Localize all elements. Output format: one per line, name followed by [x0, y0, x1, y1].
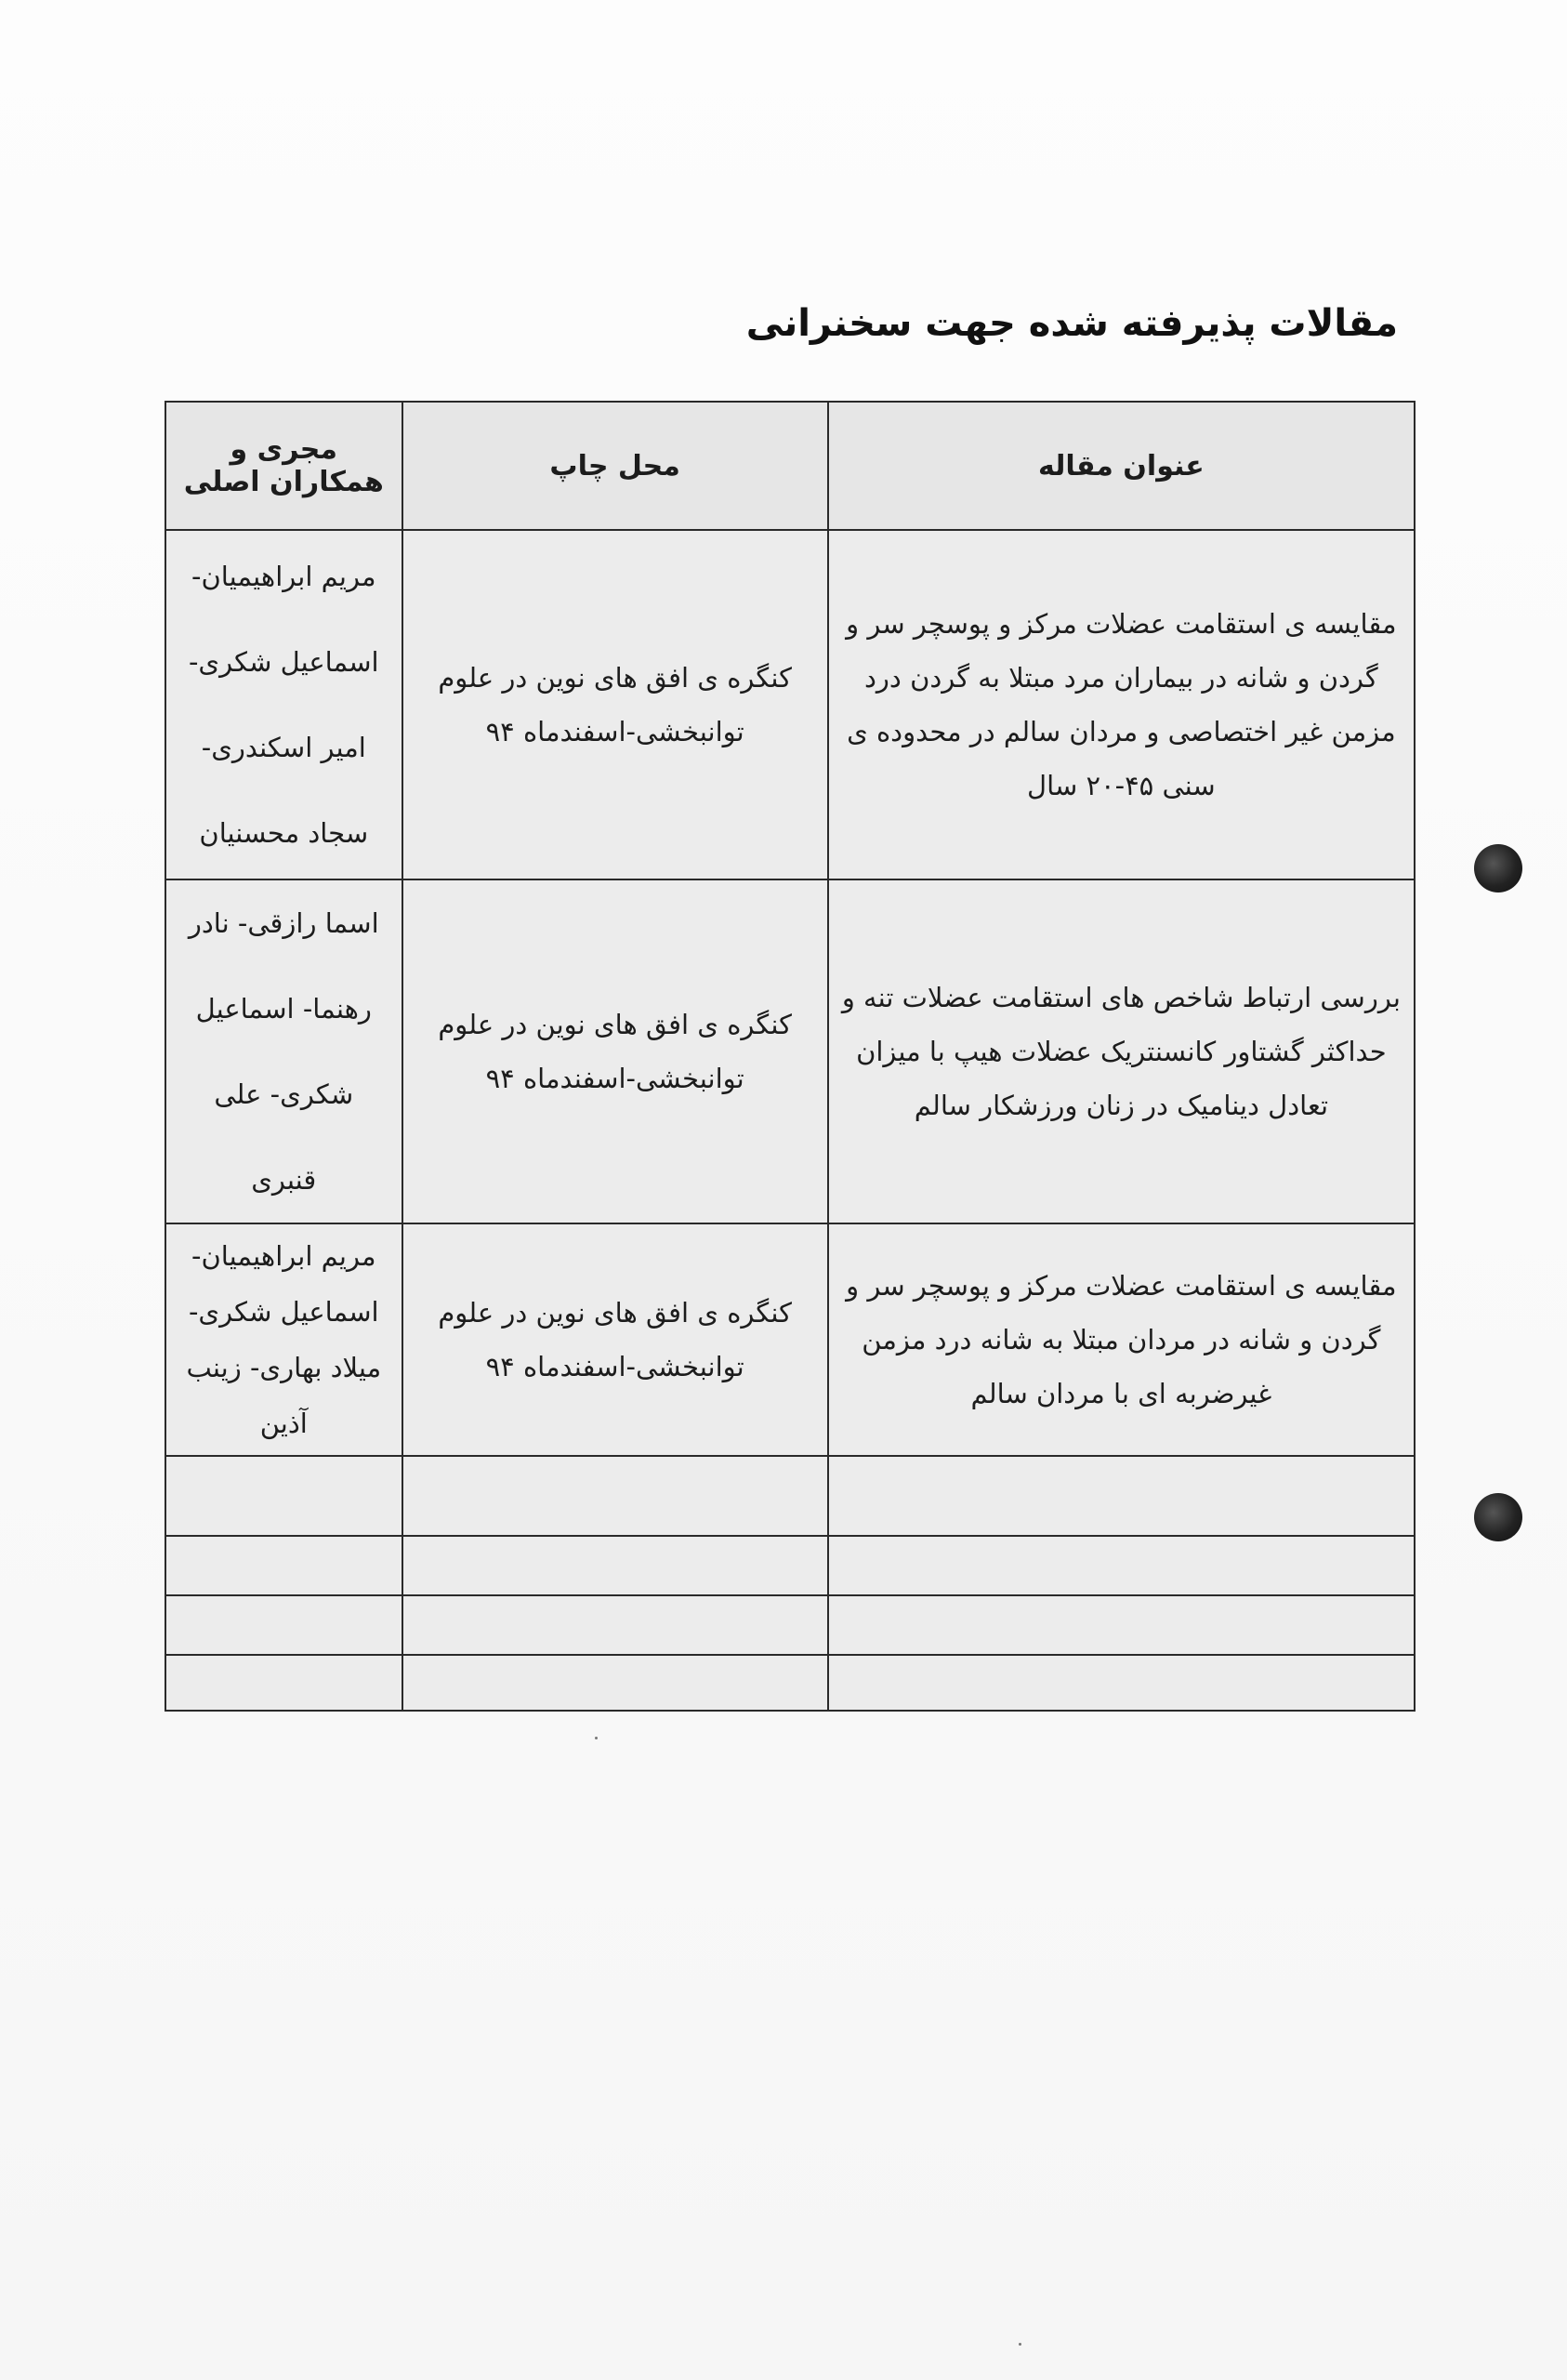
paper-authors-cell: مریم ابراهیمیان- اسماعیل شکری- میلاد بهاری- زینب آذین [165, 1223, 402, 1456]
empty-cell [165, 1655, 402, 1711]
empty-cell [165, 1595, 402, 1655]
paper-speck [595, 1737, 598, 1739]
empty-cell [165, 1536, 402, 1595]
header-authors: مجری و همکاران اصلی [165, 402, 402, 530]
page-title: مقالات پذیرفته شده جهت سخنرانی [745, 302, 1398, 345]
empty-cell [402, 1655, 828, 1711]
empty-cell [828, 1536, 1415, 1595]
table-row [165, 879, 1415, 1223]
empty-cell [402, 1595, 828, 1655]
punch-hole [1474, 1493, 1522, 1541]
empty-table-row [165, 1456, 1415, 1536]
empty-cell [165, 1456, 402, 1536]
empty-cell [402, 1456, 828, 1536]
empty-table-row [165, 1595, 1415, 1655]
accepted-papers-table [165, 401, 1416, 1712]
paper-venue-cell: کنگره ی افق های نوین در علوم توانبخشی-اسفندماه ۹۴ [402, 879, 828, 1223]
empty-cell [828, 1655, 1415, 1711]
empty-cell [828, 1456, 1415, 1536]
table-row [165, 530, 1415, 879]
paper-venue-cell: کنگره ی افق های نوین در علوم توانبخشی-اسفندماه ۹۴ [402, 1223, 828, 1456]
punch-hole [1474, 844, 1522, 892]
paper-title-cell: بررسی ارتباط شاخص های استقامت عضلات تنه و حداکثر گشتاور کانسنتریک عضلات هیپ با میزان تعادل دینامیک در زنان ورزشکار سالم [828, 879, 1415, 1223]
table-row [165, 1223, 1415, 1456]
paper-speck [1019, 2343, 1021, 2346]
paper-venue-cell: کنگره ی افق های نوین در علوم توانبخشی-اسفندماه ۹۴ [402, 530, 828, 879]
empty-table-row [165, 1655, 1415, 1711]
empty-cell [828, 1595, 1415, 1655]
empty-table-row [165, 1536, 1415, 1595]
header-title: عنوان مقاله [828, 402, 1415, 530]
table-header-row [165, 402, 1415, 530]
paper-authors-cell: مریم ابراهیمیان- اسماعیل شکری- امیر اسکندری- سجاد محسنیان [165, 530, 402, 879]
empty-cell [402, 1536, 828, 1595]
paper-authors-cell: اسما رازقی- نادر رهنما- اسماعیل شکری- علی قنبری [165, 879, 402, 1223]
paper-title-cell: مقایسه ی استقامت عضلات مرکز و پوسچر سر و گردن و شانه در بیماران مرد مبتلا به گردن درد مزمن غیر اختصاصی و مردان سالم در محدوده ی سنی ۴۵-۲۰ سال [828, 530, 1415, 879]
header-venue: محل چاپ [402, 402, 828, 530]
paper-title-cell: مقایسه ی استقامت عضلات مرکز و پوسچر سر و گردن و شانه در مردان مبتلا به شانه درد مزمن غیرضربه ای با مردان سالم [828, 1223, 1415, 1456]
